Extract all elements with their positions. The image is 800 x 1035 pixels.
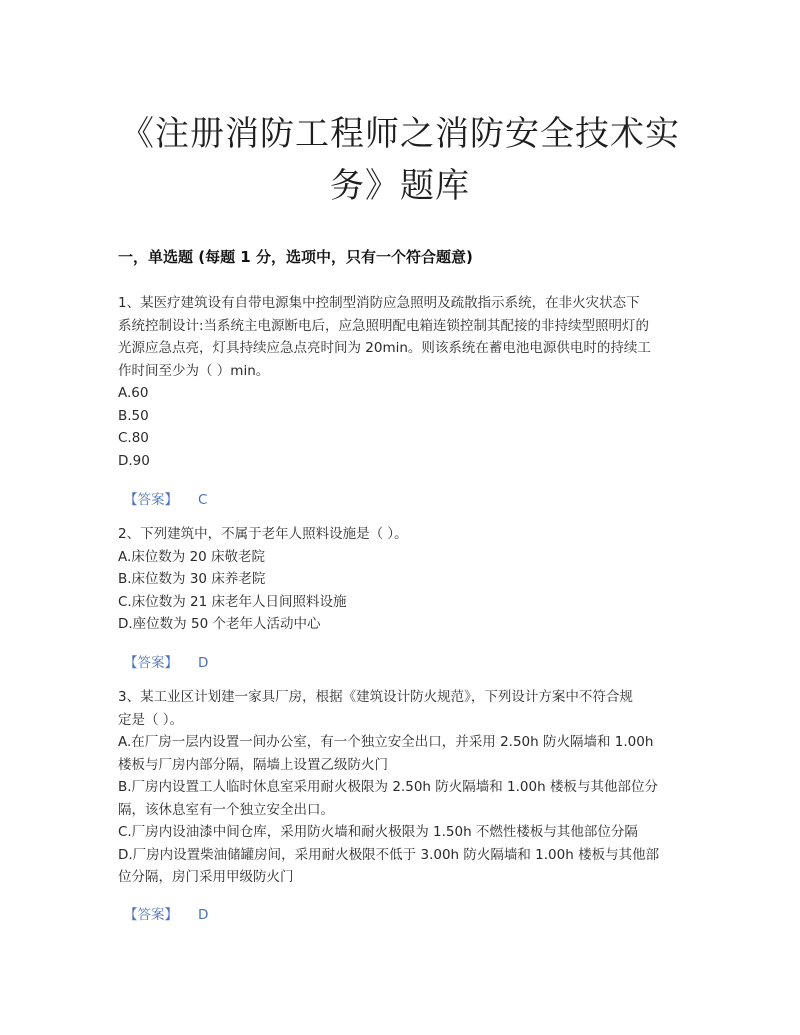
- question-stem-line: 3、某工业区计划建一家具厂房，根据《建筑设计防火规范》，下列设计方案中不符合规: [118, 689, 633, 705]
- question-stem-line: 作时间至少为（ ）min。: [118, 362, 270, 379]
- question-stem-line: 2、下列建筑中，不属于老年人照料设施是（ ）。: [118, 526, 408, 542]
- question-stem-line: 定是（ ）。: [118, 711, 184, 728]
- question-stem-line: 光源应急点亮，灯具持续应急点亮时间为 20min。则该系统在蓄电池电源供电时的持续工: [118, 340, 651, 356]
- question-3: [118, 686, 688, 889]
- answer-3: [124, 903, 208, 923]
- option-d: D.90: [118, 452, 150, 469]
- option-c: C.80: [118, 430, 149, 446]
- option-d-continued: 位分隔，房门采用甲级防火门: [118, 869, 294, 885]
- option-a: A.床位数为 20 床敬老院: [118, 548, 266, 565]
- option-d: D.座位数为 50 个老年人活动中心: [118, 616, 321, 632]
- title-line: 《注册消防工程师之消防安全技术实: [120, 114, 680, 154]
- question-stem-line: 1、某医疗建筑设有自带电源集中控制型消防应急照明及疏散指示系统，在非火灾状态下: [118, 295, 640, 311]
- option-a-continued: 楼板与厂房内部分隔，隔墙上设置乙级防火门: [118, 756, 388, 773]
- document-title: [110, 108, 690, 212]
- option-b-continued: 隔，该休息室有一个独立安全出口。: [118, 801, 334, 818]
- answer-1: [124, 488, 207, 508]
- question-stem-line: 系统控制设计:当系统主电源断电后，应急照明配电箱连锁控制其配接的非持续型照明灯的: [118, 317, 650, 334]
- question-2: [118, 523, 688, 636]
- option-b: B.床位数为 30 床养老院: [118, 571, 266, 587]
- answer-2: [124, 651, 208, 671]
- option-c: C.厂房内设油漆中间仓库，采用防火墙和耐火极限为 1.50h 不燃性楼板与其他部位分隔: [118, 824, 638, 840]
- option-a: A.60: [118, 385, 149, 401]
- answer-label: 【答案】: [124, 907, 178, 923]
- answer-value: C: [198, 492, 208, 508]
- option-b: B.厂房内设置工人临时休息室采用耐火极限为 2.50h 防火隔墙和 1.00h 楼板与其他部位分: [118, 779, 658, 795]
- option-a: A.在厂房一层内设置一间办公室，有一个独立安全出口，并采用 2.50h 防火隔墙和 1.00h: [118, 734, 654, 750]
- option-b: B.50: [118, 407, 149, 424]
- title-line: 务》题库: [330, 166, 470, 206]
- option-d: D.厂房内设置柴油储罐房间，采用耐火极限不低于 3.00h 防火隔墙和 1.00h 楼板与其他部: [118, 846, 660, 863]
- question-1: [118, 292, 688, 472]
- answer-label: 【答案】: [124, 655, 178, 671]
- option-c: C.床位数为 21 床老年人日间照料设施: [118, 593, 347, 610]
- answer-value: D: [198, 655, 209, 671]
- answer-value: D: [198, 907, 209, 923]
- answer-label: 【答案】: [124, 492, 178, 508]
- section-heading: 一，单选题 (每题 1 分，选项中，只有一个符合题意): [118, 248, 473, 266]
